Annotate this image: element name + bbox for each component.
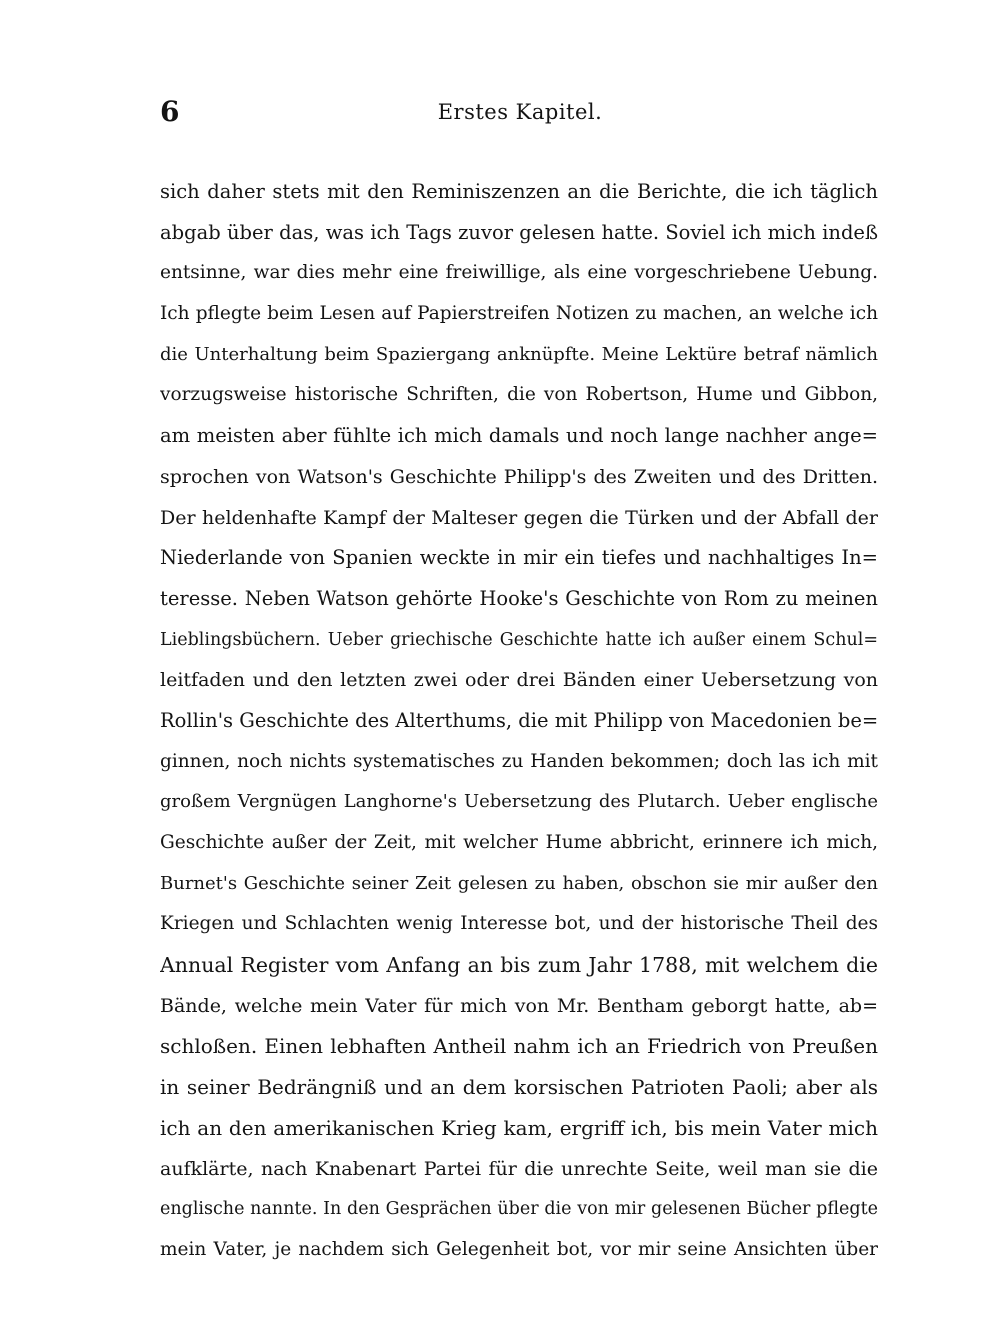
running-head: Erstes Kapitel. xyxy=(437,100,603,124)
text-line: Ich pflegte beim Lesen auf Papierstreifen Notizen zu machen, an welche ich xyxy=(160,303,878,325)
text-line: vorzugsweise historische Schriften, die von Robertson, Hume und Gibbon, xyxy=(160,384,878,406)
text-line: Niederlande von Spanien weckte in mir ein tiefes und nachhaltiges In= xyxy=(160,546,878,570)
text-line: die Unterhaltung beim Spaziergang anknüpfte. Meine Lektüre betraf nämlich xyxy=(160,343,878,365)
text-line: ich an den amerikanischen Krieg kam, ergriff ich, bis mein Vater mich xyxy=(160,1115,878,1140)
text-line: in seiner Bedrängniß und an dem korsischen Patrioten Paoli; aber als xyxy=(160,1075,878,1100)
page-header xyxy=(160,92,880,132)
text-line: abgab über das, was ich Tags zuvor gelesen hatte. Soviel ich mich indeß xyxy=(160,220,878,244)
text-line: schloßen. Einen lebhaften Antheil nahm ich an Friedrich von Preußen xyxy=(160,1034,878,1059)
text-line: leitfaden und den letzten zwei oder drei Bänden einer Uebersetzung von xyxy=(160,669,878,692)
text-line: sich daher stets mit den Reminiszenzen an die Berichte, die ich täglich xyxy=(160,180,878,203)
page-number: 6 xyxy=(160,95,180,128)
text-line: Rollin's Geschichte des Alterthums, die mit Philipp von Macedonien be= xyxy=(160,708,878,732)
text-line: am meisten aber fühlte ich mich damals und noch lange nachher ange= xyxy=(160,424,878,448)
text-line: Der heldenhafte Kampf der Malteser gegen die Türken und der Abfall der xyxy=(160,506,878,529)
text-line: Lieblingsbüchern. Ueber griechische Geschichte hatte ich außer einem Schul= xyxy=(160,629,878,650)
text-line: Geschichte außer der Zeit, mit welcher Hume abbricht, erinnere ich mich, xyxy=(160,832,878,853)
text-line: mein Vater, je nachdem sich Gelegenheit bot, vor mir seine Ansichten über xyxy=(160,1238,878,1260)
text-line: Burnet's Geschichte seiner Zeit gelesen zu haben, obschon sie mir außer den xyxy=(160,872,878,894)
text-line: Kriegen und Schlachten wenig Interesse bot, und der historische Theil des xyxy=(160,913,878,935)
text-line: ginnen, noch nichts systematisches zu Handen bekommen; doch las ich mit xyxy=(160,750,878,772)
body-text xyxy=(160,172,878,1271)
text-line: entsinne, war dies mehr eine freiwillige, als eine vorgeschriebene Uebung. xyxy=(160,262,878,284)
text-line: Bände, welche mein Vater für mich von Mr. Bentham geborgt hatte, ab= xyxy=(160,994,878,1017)
text-line: aufklärte, nach Knabenart Partei für die unrechte Seite, weil man sie die xyxy=(160,1157,878,1180)
text-line: sprochen von Watson's Geschichte Philipp's des Zweiten und des Dritten. xyxy=(160,465,878,488)
text-line: englische nannte. In den Gesprächen über die von mir gelesenen Bücher pflegte xyxy=(160,1199,878,1220)
text-line: Annual Register vom Anfang an bis zum Jahr 1788, mit welchem die xyxy=(160,953,878,978)
text-line: teresse. Neben Watson gehörte Hooke's Geschichte von Rom zu meinen xyxy=(160,586,878,610)
text-line: großem Vergnügen Langhorne's Uebersetzung des Plutarch. Ueber englische xyxy=(160,791,878,813)
